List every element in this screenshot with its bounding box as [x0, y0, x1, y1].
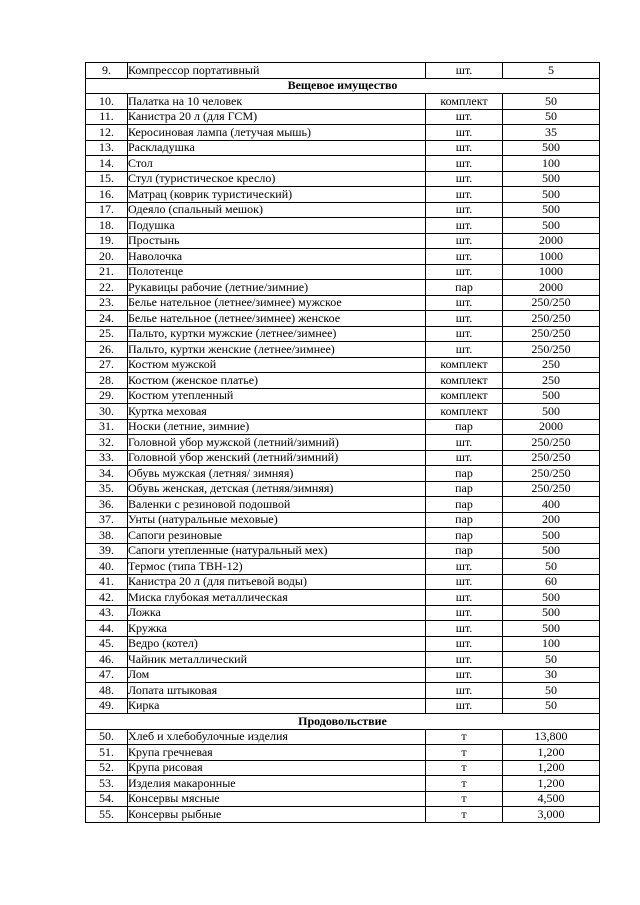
- table-row: [86, 791, 600, 807]
- table-row: [86, 605, 600, 621]
- row-number: 18.: [86, 218, 128, 234]
- item-quantity: 500: [503, 621, 600, 637]
- item-quantity: 100: [503, 156, 600, 172]
- row-number: 47.: [86, 667, 128, 683]
- item-quantity: 500: [503, 218, 600, 234]
- table-row: [86, 171, 600, 187]
- table-row: [86, 683, 600, 699]
- table-row: [86, 574, 600, 590]
- item-unit: т: [426, 807, 503, 823]
- item-name: Одеяло (спальный мешок): [128, 202, 426, 218]
- item-unit: комплект: [426, 94, 503, 110]
- row-number: 50.: [86, 729, 128, 745]
- row-number: 48.: [86, 683, 128, 699]
- item-name: Раскладушка: [128, 140, 426, 156]
- row-number: 28.: [86, 373, 128, 389]
- item-name: Консервы рыбные: [128, 807, 426, 823]
- row-number: 9.: [86, 63, 128, 79]
- row-number: 46.: [86, 652, 128, 668]
- row-number: 53.: [86, 776, 128, 792]
- item-quantity: 200: [503, 512, 600, 528]
- item-quantity: 50: [503, 559, 600, 575]
- row-number: 24.: [86, 311, 128, 327]
- item-name: Костюм мужской: [128, 357, 426, 373]
- item-unit: шт.: [426, 326, 503, 342]
- table-row: [86, 450, 600, 466]
- item-quantity: 1,200: [503, 760, 600, 776]
- table-row: [86, 760, 600, 776]
- item-name: Белье нательное (летнее/зимнее) мужское: [128, 295, 426, 311]
- item-unit: пар: [426, 481, 503, 497]
- row-number: 33.: [86, 450, 128, 466]
- item-unit: шт.: [426, 249, 503, 265]
- row-number: 30.: [86, 404, 128, 420]
- item-quantity: 250/250: [503, 466, 600, 482]
- item-quantity: 500: [503, 171, 600, 187]
- table-row: [86, 745, 600, 761]
- item-quantity: 250/250: [503, 450, 600, 466]
- item-quantity: 30: [503, 667, 600, 683]
- item-quantity: 500: [503, 543, 600, 559]
- item-name: Костюм утепленный: [128, 388, 426, 404]
- item-name: Куртка меховая: [128, 404, 426, 420]
- table-row: [86, 63, 600, 79]
- row-number: 42.: [86, 590, 128, 606]
- item-unit: шт.: [426, 187, 503, 203]
- item-quantity: 1000: [503, 249, 600, 265]
- item-unit: шт.: [426, 125, 503, 141]
- item-unit: т: [426, 760, 503, 776]
- row-number: 36.: [86, 497, 128, 513]
- item-name: Стул (туристическое кресло): [128, 171, 426, 187]
- item-name: Обувь женская, детская (летняя/зимняя): [128, 481, 426, 497]
- table-row: [86, 667, 600, 683]
- section-header-row: [86, 78, 600, 94]
- item-name: Канистра 20 л (для ГСМ): [128, 109, 426, 125]
- item-quantity: 250/250: [503, 326, 600, 342]
- item-name: Сапоги резиновые: [128, 528, 426, 544]
- table-row: [86, 156, 600, 172]
- item-name: Головной убор женский (летний/зимний): [128, 450, 426, 466]
- inventory-table-body: [86, 63, 600, 823]
- table-row: [86, 218, 600, 234]
- table-row: [86, 590, 600, 606]
- table-row: [86, 280, 600, 296]
- item-unit: шт.: [426, 683, 503, 699]
- item-quantity: 50: [503, 109, 600, 125]
- item-name: Палатка на 10 человек: [128, 94, 426, 110]
- item-name: Валенки с резиновой подошвой: [128, 497, 426, 513]
- item-unit: комплект: [426, 388, 503, 404]
- item-quantity: 60: [503, 574, 600, 590]
- item-unit: шт.: [426, 559, 503, 575]
- item-name: Крупа рисовая: [128, 760, 426, 776]
- item-unit: шт.: [426, 295, 503, 311]
- item-unit: пар: [426, 543, 503, 559]
- row-number: 19.: [86, 233, 128, 249]
- section-header-row: [86, 714, 600, 730]
- item-quantity: 4,500: [503, 791, 600, 807]
- item-unit: пар: [426, 497, 503, 513]
- row-number: 41.: [86, 574, 128, 590]
- row-number: 38.: [86, 528, 128, 544]
- table-row: [86, 528, 600, 544]
- item-name: Унты (натуральные меховые): [128, 512, 426, 528]
- row-number: 14.: [86, 156, 128, 172]
- item-name: Пальто, куртки женские (летнее/зимнее): [128, 342, 426, 358]
- item-unit: т: [426, 729, 503, 745]
- table-row: [86, 559, 600, 575]
- section-title: Продовольствие: [86, 714, 600, 730]
- row-number: 11.: [86, 109, 128, 125]
- item-name: Кирка: [128, 698, 426, 714]
- table-row: [86, 388, 600, 404]
- item-unit: шт.: [426, 605, 503, 621]
- table-row: [86, 466, 600, 482]
- row-number: 16.: [86, 187, 128, 203]
- table-row: [86, 404, 600, 420]
- table-row: [86, 698, 600, 714]
- table-row: [86, 481, 600, 497]
- item-unit: шт.: [426, 156, 503, 172]
- item-name: Пальто, куртки мужские (летнее/зимнее): [128, 326, 426, 342]
- item-name: Термос (типа ТВН-12): [128, 559, 426, 575]
- row-number: 25.: [86, 326, 128, 342]
- item-name: Консервы мясные: [128, 791, 426, 807]
- item-name: Рукавицы рабочие (летние/зимние): [128, 280, 426, 296]
- item-name: Белье нательное (летнее/зимнее) женское: [128, 311, 426, 327]
- row-number: 27.: [86, 357, 128, 373]
- item-unit: комплект: [426, 373, 503, 389]
- item-unit: пар: [426, 466, 503, 482]
- item-quantity: 500: [503, 590, 600, 606]
- item-quantity: 500: [503, 140, 600, 156]
- item-name: Стол: [128, 156, 426, 172]
- item-unit: шт.: [426, 264, 503, 280]
- item-quantity: 5: [503, 63, 600, 79]
- item-quantity: 1,200: [503, 745, 600, 761]
- item-quantity: 500: [503, 528, 600, 544]
- item-name: Простынь: [128, 233, 426, 249]
- item-quantity: 50: [503, 698, 600, 714]
- item-unit: пар: [426, 512, 503, 528]
- item-unit: комплект: [426, 357, 503, 373]
- item-name: Матрац (коврик туристический): [128, 187, 426, 203]
- item-name: Миска глубокая металлическая: [128, 590, 426, 606]
- item-unit: пар: [426, 419, 503, 435]
- item-name: Костюм (женское платье): [128, 373, 426, 389]
- row-number: 35.: [86, 481, 128, 497]
- row-number: 20.: [86, 249, 128, 265]
- row-number: 17.: [86, 202, 128, 218]
- item-quantity: 250: [503, 373, 600, 389]
- item-unit: т: [426, 791, 503, 807]
- item-unit: шт.: [426, 171, 503, 187]
- item-quantity: 100: [503, 636, 600, 652]
- row-number: 52.: [86, 760, 128, 776]
- item-quantity: 250/250: [503, 311, 600, 327]
- item-name: Сапоги утепленные (натуральный мех): [128, 543, 426, 559]
- item-quantity: 250/250: [503, 342, 600, 358]
- table-row: [86, 233, 600, 249]
- item-unit: шт.: [426, 109, 503, 125]
- row-number: 43.: [86, 605, 128, 621]
- item-unit: шт.: [426, 311, 503, 327]
- item-unit: шт.: [426, 342, 503, 358]
- item-name: Кружка: [128, 621, 426, 637]
- item-unit: шт.: [426, 574, 503, 590]
- table-row: [86, 357, 600, 373]
- table-row: [86, 249, 600, 265]
- table-row: [86, 373, 600, 389]
- item-unit: шт.: [426, 140, 503, 156]
- row-number: 10.: [86, 94, 128, 110]
- row-number: 12.: [86, 125, 128, 141]
- item-unit: шт.: [426, 233, 503, 249]
- table-row: [86, 776, 600, 792]
- table-row: [86, 512, 600, 528]
- item-unit: шт.: [426, 63, 503, 79]
- table-row: [86, 140, 600, 156]
- item-quantity: 50: [503, 94, 600, 110]
- table-row: [86, 497, 600, 513]
- table-row: [86, 326, 600, 342]
- item-unit: шт.: [426, 450, 503, 466]
- item-name: Лопата штыковая: [128, 683, 426, 699]
- row-number: 13.: [86, 140, 128, 156]
- item-quantity: 35: [503, 125, 600, 141]
- table-row: [86, 543, 600, 559]
- item-quantity: 2000: [503, 280, 600, 296]
- item-name: Ложка: [128, 605, 426, 621]
- row-number: 37.: [86, 512, 128, 528]
- table-row: [86, 202, 600, 218]
- item-quantity: 500: [503, 187, 600, 203]
- row-number: 23.: [86, 295, 128, 311]
- item-quantity: 250/250: [503, 435, 600, 451]
- item-quantity: 1,200: [503, 776, 600, 792]
- item-quantity: 250/250: [503, 295, 600, 311]
- row-number: 29.: [86, 388, 128, 404]
- item-quantity: 500: [503, 388, 600, 404]
- item-quantity: 400: [503, 497, 600, 513]
- table-row: [86, 311, 600, 327]
- item-name: Компрессор портативный: [128, 63, 426, 79]
- item-quantity: 500: [503, 202, 600, 218]
- table-row: [86, 342, 600, 358]
- inventory-table: [85, 62, 600, 823]
- item-name: Головной убор мужской (летний/зимний): [128, 435, 426, 451]
- table-row: [86, 94, 600, 110]
- item-name: Наволочка: [128, 249, 426, 265]
- table-row: [86, 187, 600, 203]
- item-unit: т: [426, 745, 503, 761]
- item-unit: шт.: [426, 698, 503, 714]
- table-row: [86, 621, 600, 637]
- row-number: 31.: [86, 419, 128, 435]
- item-name: Хлеб и хлебобулочные изделия: [128, 729, 426, 745]
- item-unit: шт.: [426, 435, 503, 451]
- item-name: Крупа гречневая: [128, 745, 426, 761]
- item-quantity: 500: [503, 404, 600, 420]
- table-row: [86, 109, 600, 125]
- row-number: 21.: [86, 264, 128, 280]
- table-row: [86, 125, 600, 141]
- table-row: [86, 264, 600, 280]
- item-quantity: 50: [503, 683, 600, 699]
- row-number: 49.: [86, 698, 128, 714]
- section-title: Вещевое имущество: [86, 78, 600, 94]
- item-quantity: 250/250: [503, 481, 600, 497]
- row-number: 54.: [86, 791, 128, 807]
- item-name: Подушка: [128, 218, 426, 234]
- row-number: 15.: [86, 171, 128, 187]
- row-number: 55.: [86, 807, 128, 823]
- item-unit: шт.: [426, 667, 503, 683]
- row-number: 45.: [86, 636, 128, 652]
- item-unit: комплект: [426, 404, 503, 420]
- item-quantity: 3,000: [503, 807, 600, 823]
- item-unit: т: [426, 776, 503, 792]
- item-quantity: 50: [503, 652, 600, 668]
- item-unit: пар: [426, 528, 503, 544]
- item-unit: шт.: [426, 636, 503, 652]
- item-name: Носки (летние, зимние): [128, 419, 426, 435]
- row-number: 39.: [86, 543, 128, 559]
- item-name: Лом: [128, 667, 426, 683]
- table-row: [86, 652, 600, 668]
- item-quantity: 1000: [503, 264, 600, 280]
- table-row: [86, 729, 600, 745]
- item-quantity: 500: [503, 605, 600, 621]
- row-number: 22.: [86, 280, 128, 296]
- item-name: Обувь мужская (летняя/ зимняя): [128, 466, 426, 482]
- table-row: [86, 295, 600, 311]
- item-name: Полотенце: [128, 264, 426, 280]
- row-number: 51.: [86, 745, 128, 761]
- item-quantity: 2000: [503, 233, 600, 249]
- table-row: [86, 435, 600, 451]
- item-name: Канистра 20 л (для питьевой воды): [128, 574, 426, 590]
- item-name: Чайник металлический: [128, 652, 426, 668]
- table-row: [86, 807, 600, 823]
- item-unit: шт.: [426, 590, 503, 606]
- item-unit: шт.: [426, 202, 503, 218]
- item-name: Керосиновая лампа (летучая мышь): [128, 125, 426, 141]
- item-quantity: 2000: [503, 419, 600, 435]
- item-name: Ведро (котел): [128, 636, 426, 652]
- item-quantity: 250: [503, 357, 600, 373]
- item-quantity: 13,800: [503, 729, 600, 745]
- row-number: 34.: [86, 466, 128, 482]
- item-unit: шт.: [426, 218, 503, 234]
- row-number: 32.: [86, 435, 128, 451]
- row-number: 44.: [86, 621, 128, 637]
- item-name: Изделия макаронные: [128, 776, 426, 792]
- item-unit: пар: [426, 280, 503, 296]
- table-row: [86, 419, 600, 435]
- table-row: [86, 636, 600, 652]
- row-number: 26.: [86, 342, 128, 358]
- row-number: 40.: [86, 559, 128, 575]
- item-unit: шт.: [426, 621, 503, 637]
- item-unit: шт.: [426, 652, 503, 668]
